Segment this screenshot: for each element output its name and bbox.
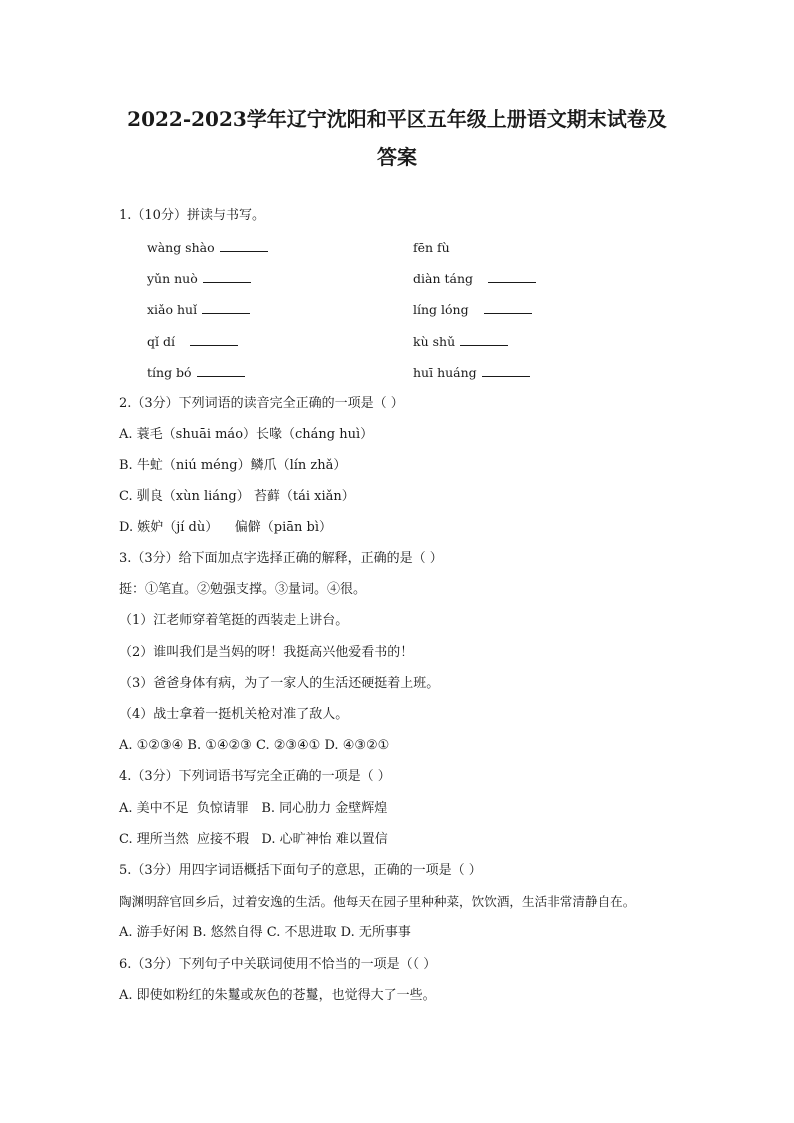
q5-stem: 5.（3分）用四字词语概括下面句子的意思，正确的一项是（ ） bbox=[119, 863, 482, 878]
q1-item bbox=[147, 301, 250, 319]
q4-stem: 4.（3分）下列词语书写完全正确的一项是（ ） bbox=[119, 769, 391, 784]
q1-pinyin: tíng bó bbox=[147, 365, 192, 380]
q2-option-c: C. 驯良（xùn liáng） 苔藓（tái xiǎn） bbox=[119, 489, 355, 504]
q1-pinyin: líng lóng bbox=[413, 302, 469, 317]
answer-blank[interactable] bbox=[484, 301, 532, 314]
q1-stem: 1.（10分）拼读与书写。 bbox=[119, 208, 265, 223]
q4-options-ab: A. 美中不足 负惊请罪 B. 同心肋力 金壁辉煌 bbox=[119, 801, 388, 816]
answer-blank[interactable] bbox=[220, 239, 268, 252]
q1-item bbox=[413, 301, 532, 319]
q5-passage: 陶渊明辞官回乡后，过着安逸的生活。他每天在园子里种种菜，饮饮酒，生活非常清静自在。 bbox=[119, 894, 636, 909]
q1-pinyin: fēn fù bbox=[413, 240, 450, 255]
q6-stem: 6.（3分）下列句子中关联词使用不恰当的一项是（（ ） bbox=[119, 957, 437, 972]
q3-options: A. ①②③④ B. ①④②③ C. ②③④① D. ④③②① bbox=[119, 738, 390, 753]
exam-title-line1: 2022-2023学年辽宁沈阳和平区五年级上册语文期末试卷及 bbox=[127, 107, 667, 131]
answer-blank[interactable] bbox=[202, 301, 250, 314]
answer-blank[interactable] bbox=[190, 333, 238, 346]
q1-pinyin: xiǎo huǐ bbox=[147, 302, 198, 317]
q3-sentence-1: （1）江老师穿着笔挺的西装走上讲台。 bbox=[119, 613, 349, 628]
q3-definitions: 挺：①笔直。②勉强支撑。③量词。④很。 bbox=[119, 582, 367, 597]
q1-item bbox=[147, 333, 238, 351]
q1-pinyin: kù shǔ bbox=[413, 334, 456, 349]
q2-stem: 2.（3分）下列词语的读音完全正确的一项是（ ） bbox=[119, 396, 404, 411]
q1-pinyin: huī huáng bbox=[413, 365, 477, 380]
q1-item bbox=[413, 333, 508, 351]
q3-stem: 3.（3分）给下面加点字选择正确的解释，正确的是（ ） bbox=[119, 551, 443, 566]
q1-pinyin: qǐ dí bbox=[147, 334, 175, 349]
q3-sentence-2: （2）谁叫我们是当妈的呀！我挺高兴他爱看书的！ bbox=[119, 645, 414, 660]
q1-pinyin: diàn táng bbox=[413, 271, 474, 286]
q3-sentence-4: （4）战士拿着一挺机关枪对准了敌人。 bbox=[119, 707, 349, 722]
q3-sentence-3: （3）爸爸身体有病，为了一家人的生活还硬挺着上班。 bbox=[119, 676, 440, 691]
q2-option-d: D. 嫉妒（jí dù） 偏僻（piān bì） bbox=[119, 520, 332, 535]
answer-blank[interactable] bbox=[197, 364, 245, 377]
q5-options: A. 游手好闲 B. 悠然自得 C. 不思进取 D. 无所事事 bbox=[119, 925, 411, 940]
q4-options-cd: C. 理所当然 应接不瑕 D. 心旷神怡 难以置信 bbox=[119, 832, 388, 847]
answer-blank[interactable] bbox=[482, 364, 530, 377]
q1-pinyin: wàng shào bbox=[147, 240, 215, 255]
q2-option-b: B. 牛虻（niú méng）鳞爪（lín zhǎ） bbox=[119, 458, 347, 473]
q1-item bbox=[147, 239, 268, 257]
answer-blank[interactable] bbox=[460, 333, 508, 346]
answer-blank[interactable] bbox=[203, 270, 251, 283]
q1-pinyin: yǔn nuò bbox=[147, 271, 198, 286]
q1-item bbox=[413, 364, 530, 382]
q6-option-a: A. 即使如粉红的朱鬘或灰色的苍鬘，也觉得大了一些。 bbox=[119, 988, 436, 1003]
answer-blank[interactable] bbox=[488, 270, 536, 283]
q1-item bbox=[413, 270, 536, 288]
q1-item bbox=[147, 364, 245, 382]
q2-option-a: A. 蓑毛（shuāi máo）长喙（cháng huì） bbox=[119, 427, 374, 442]
q1-item bbox=[413, 239, 450, 257]
exam-title-line2: 答案 bbox=[377, 145, 417, 169]
q1-item bbox=[147, 270, 251, 288]
